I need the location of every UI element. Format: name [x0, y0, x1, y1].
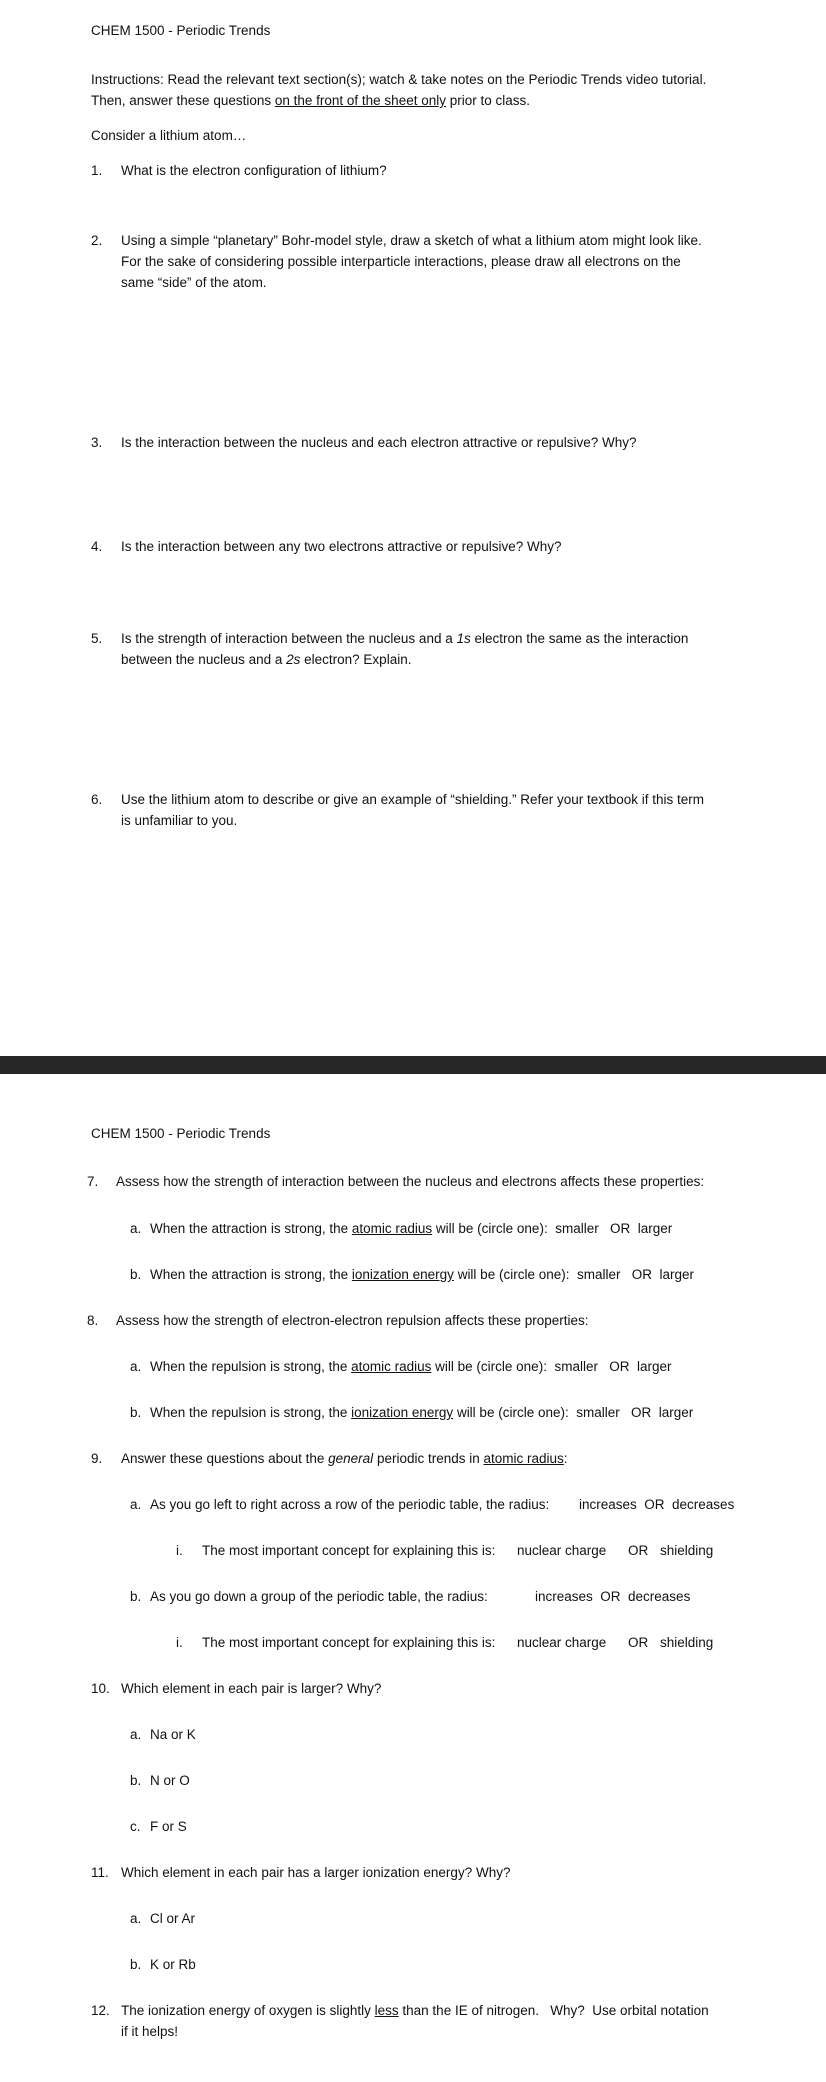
q8a-term: atomic radius	[351, 1359, 432, 1374]
q9-italic: general	[328, 1451, 374, 1466]
question-2-number: 2.	[91, 233, 103, 248]
question-9bi-label: i.	[176, 1635, 183, 1650]
question-11a-label: a.	[130, 1911, 142, 1926]
question-9b-text: As you go down a group of the periodic table, the radius:	[150, 1589, 488, 1604]
q7a-post: will be (circle one): smaller OR larger	[432, 1221, 673, 1236]
q8a-post: will be (circle one): smaller OR larger	[431, 1359, 672, 1374]
q9-mid: periodic trends in	[373, 1451, 484, 1466]
question-7a-text	[150, 1218, 672, 1239]
question-12-line-1	[121, 2000, 709, 2021]
question-9-number: 9.	[91, 1451, 103, 1466]
question-11-number: 11.	[91, 1865, 109, 1880]
question-5-l1c: electron the same as the interaction	[470, 631, 689, 646]
q12-term: less	[374, 2003, 399, 2018]
question-10a-label: a.	[130, 1727, 142, 1742]
instructions-line-1: Instructions: Read the relevant text section(s); watch & take notes on the Periodic Trends video tutorial.	[91, 72, 707, 87]
question-6-line-2: is unfamiliar to you.	[121, 813, 238, 828]
question-5-line-1	[121, 628, 688, 649]
question-4-number: 4.	[91, 539, 103, 554]
q12-pre: The ionization energy of oxygen is slightly	[121, 2003, 375, 2018]
question-3-number: 3.	[91, 435, 103, 450]
question-7-number: 7.	[87, 1174, 99, 1189]
question-11b-text: K or Rb	[150, 1957, 196, 1972]
question-9bi-text: The most important concept for explaining this is:	[202, 1635, 496, 1650]
question-8b-text	[150, 1402, 693, 1423]
question-8a-text	[150, 1356, 671, 1377]
instructions-prefix: Then, answer these questions	[91, 93, 275, 108]
question-9a-text: As you go left to right across a row of the periodic table, the radius:	[150, 1497, 550, 1512]
question-5-number: 5.	[91, 631, 103, 646]
question-9ai-or: OR	[628, 1543, 649, 1558]
question-2-line-3: same “side” of the atom.	[121, 275, 267, 290]
question-7b-label: b.	[130, 1267, 142, 1282]
question-6-line-1: Use the lithium atom to describe or give an example of “shielding.” Refer your textbook if this term	[121, 792, 705, 807]
question-8a-label: a.	[130, 1359, 142, 1374]
q7b-term: ionization energy	[351, 1267, 454, 1282]
q9-post: :	[563, 1451, 568, 1466]
q8b-post: will be (circle one): smaller OR larger	[453, 1405, 694, 1420]
q8a-pre: When the repulsion is strong, the	[150, 1359, 352, 1374]
question-3-text: Is the interaction between the nucleus and each electron attractive or repulsive? Why?	[121, 435, 637, 450]
question-2-line-1: Using a simple “planetary” Bohr-model style, draw a sketch of what a lithium atom might look like.	[121, 233, 702, 248]
question-9ai-label: i.	[176, 1543, 183, 1558]
question-1-number: 1.	[91, 163, 103, 178]
question-9-text	[121, 1448, 568, 1469]
question-7-text: Assess how the strength of interaction between the nucleus and electrons affects these properties:	[116, 1174, 705, 1189]
question-10-number: 10.	[91, 1681, 110, 1696]
question-11-text: Which element in each pair has a larger ionization energy? Why?	[121, 1865, 511, 1880]
question-10b-text: N or O	[150, 1773, 190, 1788]
question-1-text: What is the electron configuration of lithium?	[121, 163, 387, 178]
orbital-2s: 2s	[286, 652, 301, 667]
question-5-l2c: electron? Explain.	[300, 652, 412, 667]
instructions-line-2	[91, 90, 530, 111]
question-9b-label: b.	[130, 1589, 142, 1604]
q8b-pre: When the repulsion is strong, the	[150, 1405, 352, 1420]
orbital-1s: 1s	[456, 631, 471, 646]
question-9bi-or: OR	[628, 1635, 649, 1650]
page-2-header: CHEM 1500 - Periodic Trends	[91, 1126, 271, 1141]
instructions-suffix: prior to class.	[445, 93, 531, 108]
q7b-post: will be (circle one): smaller OR larger	[453, 1267, 694, 1282]
q7a-pre: When the attraction is strong, the	[150, 1221, 352, 1236]
page-1-header: CHEM 1500 - Periodic Trends	[91, 23, 271, 38]
q7b-pre: When the attraction is strong, the	[150, 1267, 352, 1282]
question-9b-choice: increases OR decreases	[535, 1589, 691, 1604]
instructions-underlined: on the front of the sheet only	[274, 93, 446, 108]
question-5-line-2	[121, 649, 411, 670]
question-10b-label: b.	[130, 1773, 142, 1788]
q9-pre: Answer these questions about the	[121, 1451, 329, 1466]
q7a-term: atomic radius	[351, 1221, 433, 1236]
question-8b-label: b.	[130, 1405, 142, 1420]
question-7b-text	[150, 1264, 694, 1285]
question-10c-label: c.	[130, 1819, 141, 1834]
question-5-l1a: Is the strength of interaction between the nucleus and a	[121, 631, 457, 646]
question-6-number: 6.	[91, 792, 103, 807]
page-divider	[0, 1056, 826, 1074]
question-8-text: Assess how the strength of electron-electron repulsion affects these properties:	[116, 1313, 589, 1328]
question-8-number: 8.	[87, 1313, 99, 1328]
question-10a-text: Na or K	[150, 1727, 196, 1742]
question-9ai-choice-1: nuclear charge	[517, 1543, 607, 1558]
question-4-text: Is the interaction between any two electrons attractive or repulsive? Why?	[121, 539, 562, 554]
question-9a-choice: increases OR decreases	[579, 1497, 735, 1512]
question-2-line-2: For the sake of considering possible interparticle interactions, please draw all electrons on the	[121, 254, 681, 269]
question-9bi-choice-1: nuclear charge	[517, 1635, 607, 1650]
question-12-number: 12.	[91, 2003, 110, 2018]
q9-term: atomic radius	[483, 1451, 564, 1466]
question-9ai-choice-2: shielding	[660, 1543, 714, 1558]
question-10c-text: F or S	[150, 1819, 187, 1834]
question-9ai-text: The most important concept for explaining this is:	[202, 1543, 496, 1558]
question-11b-label: b.	[130, 1957, 142, 1972]
intro-text: Consider a lithium atom…	[91, 128, 247, 143]
question-12-line-2: if it helps!	[121, 2024, 179, 2039]
q12-post: than the IE of nitrogen. Why? Use orbital notation	[398, 2003, 709, 2018]
q8b-term: ionization energy	[351, 1405, 454, 1420]
question-9a-label: a.	[130, 1497, 142, 1512]
question-10-text: Which element in each pair is larger? Why?	[121, 1681, 382, 1696]
question-11a-text: Cl or Ar	[150, 1911, 196, 1926]
question-9bi-choice-2: shielding	[660, 1635, 714, 1650]
question-5-l2a: between the nucleus and a	[121, 652, 287, 667]
question-7a-label: a.	[130, 1221, 142, 1236]
